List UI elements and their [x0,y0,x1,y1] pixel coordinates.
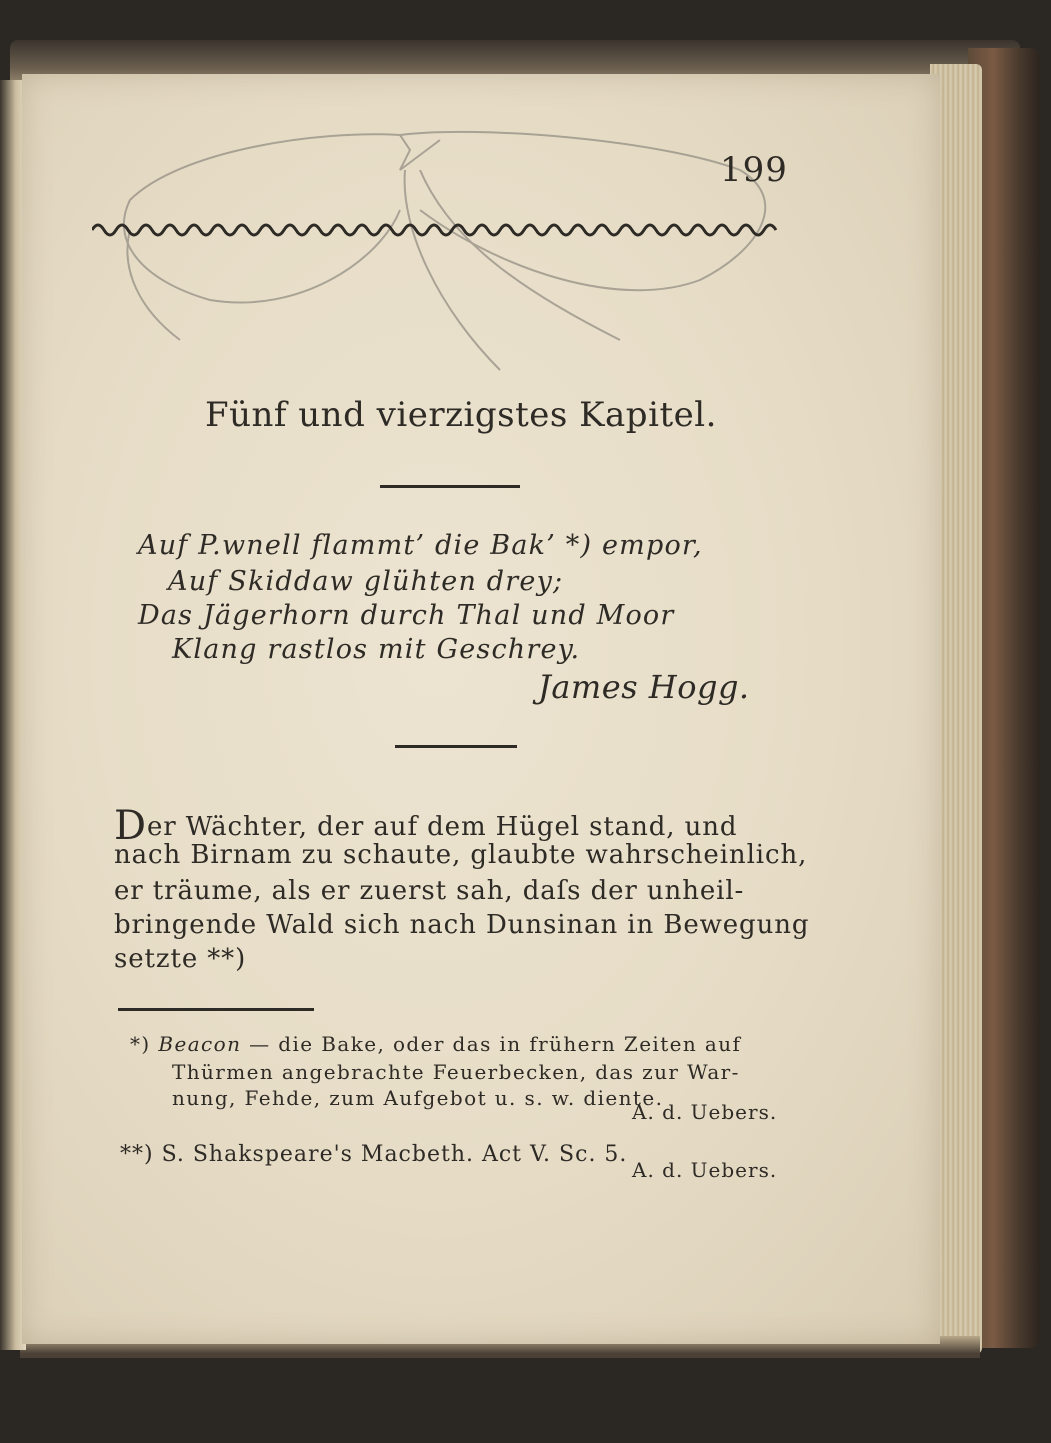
drop-initial: D [114,803,147,849]
body-line: bringende Wald sich nach Dunsinan in Bewegung [114,910,810,940]
chapter-title: Fünf und vierzigstes Kapitel. [205,395,717,435]
footnote-line: Thürmen angebrachte Feuerbecken, das zur War- [172,1060,740,1084]
epigraph-line: Klang rastlos mit Geschrey. [172,634,581,665]
footnote-rule [118,1008,314,1011]
epigraph-line: Auf P.wnell flammt’ die Bak’ *) empor, [138,530,703,561]
page-number: 199 [720,150,788,190]
footnote-text: — die Bake, oder das in frühern Zeiten auf [241,1032,742,1056]
footnote-marker: *) [130,1032,151,1056]
body-line: nach Birnam zu schaute, glaubte wahrscheinlich, [114,840,808,870]
footnote-line: **) S. Shakspeare's Macbeth. Act V. Sc. 5. [120,1142,628,1167]
ornamental-wave-rule [92,214,782,240]
body-line: er träume, als er zuerst sah, daſs der unheil- [114,876,745,906]
footnote-term: Beacon [158,1032,242,1056]
pencil-sketch-decoration [100,110,800,410]
body-line: setzte **) [114,944,247,974]
divider-rule [380,485,520,488]
footnote-credit: A. d. Uebers. [632,1158,778,1182]
body-line-text: er Wächter, der auf dem Hügel stand, und [146,812,738,842]
footnote-credit: A. d. Uebers. [632,1100,778,1124]
epigraph-line: Das Jägerhorn durch Thal und Moor [138,600,675,631]
epigraph-line: Auf Skiddaw glühten drey; [168,566,564,597]
footnote-line: nung, Fehde, zum Aufgebot u. s. w. diente. [172,1086,664,1110]
footnote-line [130,1032,741,1056]
epigraph-author: James Hogg. [538,668,750,706]
divider-rule [395,745,517,748]
